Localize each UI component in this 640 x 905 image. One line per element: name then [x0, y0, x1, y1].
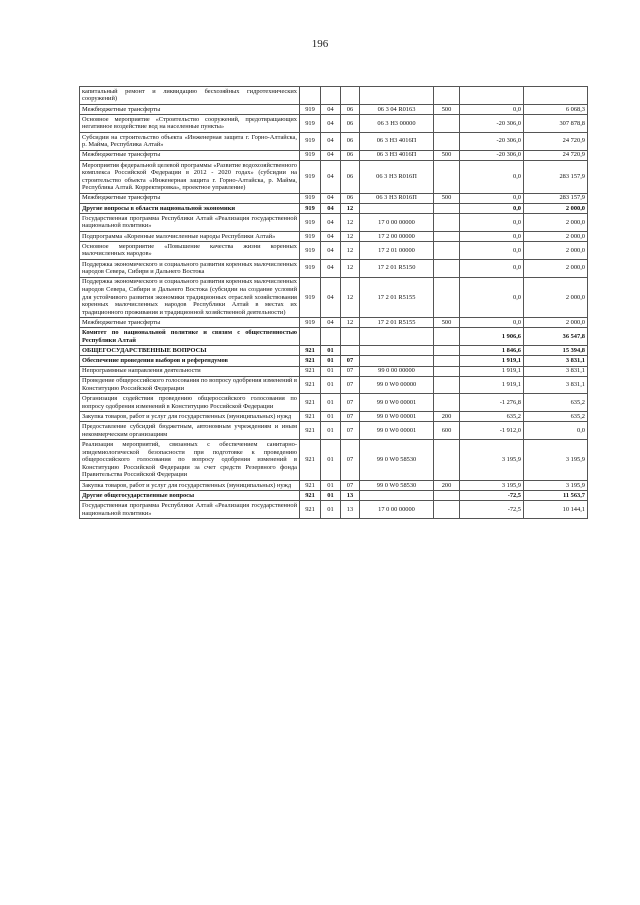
row-target-article-cell	[360, 346, 434, 356]
table-row	[80, 394, 588, 412]
row-expense-type-cell	[434, 328, 460, 346]
table-row	[80, 259, 588, 277]
row-amount-2-cell: 2 000,0	[524, 318, 588, 328]
row-section-cell: 04	[321, 318, 341, 328]
row-amount-2-cell: 11 563,7	[524, 490, 588, 500]
row-admin-code-cell: 919	[300, 203, 321, 213]
table-row	[80, 501, 588, 519]
row-name-cell: Мероприятия федеральной целевой программы «Развитие водохозяйственного комплекса Российской Федерации в 2012 - 2020 годах» (субсидии на строительство объекта «Инженерная защита г. Горно-Алтайска, р. Майма, Республика Алтай. Корректировка», проектное управление)	[80, 160, 300, 193]
row-name-cell: Организация содействия проведению общероссийского голосования по вопросу одобрения изменений в Конституцию Российской Федерации	[80, 394, 300, 412]
row-name-cell: Другие вопросы в области национальной экономики	[80, 203, 300, 213]
table-row	[80, 203, 588, 213]
row-target-article-cell: 99 0 W0 58530	[360, 440, 434, 481]
row-target-article-cell: 17 2 01 R5155	[360, 318, 434, 328]
row-amount-1-cell: 0,0	[460, 277, 524, 318]
row-expense-type-cell: 500	[434, 150, 460, 160]
row-target-article-cell: 17 2 00 00000	[360, 231, 434, 241]
row-expense-type-cell	[434, 203, 460, 213]
row-amount-1-cell	[460, 87, 524, 105]
row-section-cell: 01	[321, 422, 341, 440]
row-section-cell: 04	[321, 259, 341, 277]
row-target-article-cell: 06 3 Н3 4016П	[360, 132, 434, 150]
row-expense-type-cell	[434, 277, 460, 318]
row-amount-2-cell: 283 157,9	[524, 160, 588, 193]
row-section-cell: 04	[321, 104, 341, 114]
row-amount-2-cell: 0,0	[524, 422, 588, 440]
row-subsection-cell: 06	[341, 193, 360, 203]
row-target-article-cell: 17 0 00 00000	[360, 501, 434, 519]
row-amount-2-cell: 2 000,0	[524, 259, 588, 277]
row-admin-code-cell: 919	[300, 214, 321, 232]
row-amount-1-cell: 0,0	[460, 231, 524, 241]
row-name-cell: Межбюджетные трансферты	[80, 150, 300, 160]
row-name-cell: Обеспечение проведения выборов и референдумов	[80, 356, 300, 366]
table-row	[80, 412, 588, 422]
row-amount-1-cell: 0,0	[460, 203, 524, 213]
row-name-cell: Государственная программа Республики Алтай «Реализация государственной национальной политики»	[80, 214, 300, 232]
row-section-cell: 01	[321, 501, 341, 519]
row-admin-code-cell: 921	[300, 440, 321, 481]
row-amount-1-cell: 1 919,1	[460, 356, 524, 366]
row-target-article-cell: 99 0 W0 58530	[360, 480, 434, 490]
row-admin-code-cell: 919	[300, 160, 321, 193]
row-section-cell: 04	[321, 160, 341, 193]
row-amount-1-cell: 0,0	[460, 104, 524, 114]
table-row	[80, 422, 588, 440]
row-name-cell: Непрограммные направления деятельности	[80, 366, 300, 376]
row-subsection-cell: 12	[341, 259, 360, 277]
row-name-cell: Межбюджетные трансферты	[80, 104, 300, 114]
row-expense-type-cell: 500	[434, 104, 460, 114]
row-subsection-cell: 12	[341, 203, 360, 213]
row-amount-1-cell: 0,0	[460, 242, 524, 260]
row-admin-code-cell: 919	[300, 150, 321, 160]
row-section-cell	[321, 328, 341, 346]
row-amount-1-cell: 1 919,1	[460, 376, 524, 394]
row-subsection-cell: 12	[341, 231, 360, 241]
row-admin-code-cell: 921	[300, 422, 321, 440]
row-amount-1-cell: -72,5	[460, 501, 524, 519]
row-admin-code-cell	[300, 87, 321, 105]
row-amount-2-cell: 635,2	[524, 394, 588, 412]
table-row	[80, 277, 588, 318]
table-row	[80, 214, 588, 232]
row-subsection-cell: 07	[341, 376, 360, 394]
row-target-article-cell	[360, 203, 434, 213]
row-amount-2-cell: 15 394,8	[524, 346, 588, 356]
row-name-cell: Основное мероприятие «Строительство сооружений, предотвращающих негативное воздействие вод на населенные пункты»	[80, 114, 300, 132]
row-target-article-cell	[360, 356, 434, 366]
row-section-cell: 01	[321, 366, 341, 376]
row-expense-type-cell	[434, 490, 460, 500]
row-section-cell: 01	[321, 356, 341, 366]
row-admin-code-cell: 921	[300, 356, 321, 366]
table-row	[80, 366, 588, 376]
row-section-cell: 04	[321, 203, 341, 213]
row-admin-code-cell: 919	[300, 259, 321, 277]
row-amount-2-cell: 6 068,3	[524, 104, 588, 114]
row-amount-1-cell: 1 906,6	[460, 328, 524, 346]
row-subsection-cell: 06	[341, 104, 360, 114]
row-amount-1-cell: 635,2	[460, 412, 524, 422]
budget-table-body	[80, 87, 588, 519]
table-row	[80, 104, 588, 114]
table-row	[80, 440, 588, 481]
row-expense-type-cell	[434, 231, 460, 241]
row-admin-code-cell: 921	[300, 346, 321, 356]
row-expense-type-cell: 500	[434, 193, 460, 203]
row-expense-type-cell	[434, 132, 460, 150]
row-subsection-cell: 07	[341, 480, 360, 490]
row-admin-code-cell: 919	[300, 242, 321, 260]
row-subsection-cell: 12	[341, 214, 360, 232]
row-admin-code-cell: 921	[300, 366, 321, 376]
row-name-cell: Субсидии на строительство объекта «Инженерная защита г. Горно-Алтайска, р. Майма, Республика Алтай»	[80, 132, 300, 150]
row-amount-1-cell: -72,5	[460, 490, 524, 500]
table-row	[80, 160, 588, 193]
row-subsection-cell: 12	[341, 318, 360, 328]
row-expense-type-cell	[434, 214, 460, 232]
table-row	[80, 376, 588, 394]
row-admin-code-cell: 919	[300, 114, 321, 132]
row-subsection-cell: 07	[341, 412, 360, 422]
row-amount-2-cell: 10 144,1	[524, 501, 588, 519]
row-admin-code-cell: 919	[300, 318, 321, 328]
row-target-article-cell: 06 3 Н3 R016П	[360, 193, 434, 203]
row-expense-type-cell: 200	[434, 412, 460, 422]
row-name-cell: капитальный ремонт и ликвидацию бесхозяйных гидротехнических сооружений)	[80, 87, 300, 105]
row-amount-2-cell: 24 720,9	[524, 132, 588, 150]
row-section-cell: 01	[321, 376, 341, 394]
table-row	[80, 193, 588, 203]
row-expense-type-cell	[434, 87, 460, 105]
row-expense-type-cell: 200	[434, 480, 460, 490]
row-expense-type-cell	[434, 346, 460, 356]
row-target-article-cell: 17 0 00 00000	[360, 214, 434, 232]
row-subsection-cell: 07	[341, 366, 360, 376]
row-target-article-cell: 06 3 Н3 00000	[360, 114, 434, 132]
row-subsection-cell: 12	[341, 277, 360, 318]
row-amount-2-cell	[524, 87, 588, 105]
row-name-cell: Закупка товаров, работ и услуг для государственных (муниципальных) нужд	[80, 412, 300, 422]
row-amount-2-cell: 283 157,9	[524, 193, 588, 203]
row-amount-2-cell: 36 547,8	[524, 328, 588, 346]
row-amount-1-cell: -20 306,0	[460, 132, 524, 150]
row-target-article-cell: 17 2 01 R5150	[360, 259, 434, 277]
row-amount-2-cell: 307 878,8	[524, 114, 588, 132]
row-admin-code-cell: 921	[300, 412, 321, 422]
row-expense-type-cell	[434, 160, 460, 193]
row-subsection-cell: 06	[341, 160, 360, 193]
row-target-article-cell: 99 0 W0 00001	[360, 394, 434, 412]
row-amount-2-cell: 2 000,0	[524, 231, 588, 241]
row-subsection-cell: 07	[341, 356, 360, 366]
row-name-cell: Закупка товаров, работ и услуг для государственных (муниципальных) нужд	[80, 480, 300, 490]
row-section-cell: 01	[321, 394, 341, 412]
row-target-article-cell	[360, 87, 434, 105]
row-admin-code-cell: 921	[300, 376, 321, 394]
table-row	[80, 328, 588, 346]
row-target-article-cell: 99 0 W0 00000	[360, 376, 434, 394]
row-admin-code-cell: 921	[300, 490, 321, 500]
row-expense-type-cell: 600	[434, 422, 460, 440]
table-row	[80, 480, 588, 490]
table-row	[80, 231, 588, 241]
row-section-cell: 04	[321, 231, 341, 241]
row-amount-1-cell: 0,0	[460, 214, 524, 232]
row-section-cell: 01	[321, 412, 341, 422]
row-amount-1-cell: 0,0	[460, 160, 524, 193]
row-target-article-cell: 06 3 Н3 4016П	[360, 150, 434, 160]
row-subsection-cell: 13	[341, 501, 360, 519]
row-target-article-cell: 17 2 01 R5155	[360, 277, 434, 318]
row-amount-1-cell: 0,0	[460, 318, 524, 328]
row-target-article-cell: 17 2 01 00000	[360, 242, 434, 260]
row-target-article-cell: 06 3 04 R0163	[360, 104, 434, 114]
row-target-article-cell: 06 3 Н3 R016П	[360, 160, 434, 193]
row-section-cell: 04	[321, 114, 341, 132]
row-section-cell: 04	[321, 214, 341, 232]
row-amount-2-cell: 635,2	[524, 412, 588, 422]
table-row	[80, 242, 588, 260]
table-row	[80, 318, 588, 328]
row-name-cell: Поддержка экономического и социального развития коренных малочисленных народов Севера, Сибири и Дальнего Востока	[80, 259, 300, 277]
row-expense-type-cell	[434, 114, 460, 132]
row-name-cell: Поддержка экономического и социального развития коренных малочисленных народов Севера, Сибири и Дальнего Востока (субсидии на создание условий для устойчивого развития экономики традиционных отраслей хозяйствования коренных малочисленных народов Республики Алтай в местах их традиционного проживания и традиционной хозяйственной деятельности)	[80, 277, 300, 318]
row-amount-2-cell: 2 000,0	[524, 242, 588, 260]
row-admin-code-cell	[300, 328, 321, 346]
row-amount-1-cell: 1 846,6	[460, 346, 524, 356]
row-name-cell: Предоставление субсидий бюджетным, автономным учреждениям и иным некоммерческим организациям	[80, 422, 300, 440]
row-amount-2-cell: 3 195,9	[524, 440, 588, 481]
row-admin-code-cell: 921	[300, 501, 321, 519]
row-subsection-cell: 07	[341, 440, 360, 481]
budget-table	[79, 86, 588, 519]
row-subsection-cell: 07	[341, 422, 360, 440]
row-name-cell: ОБЩЕГОСУДАРСТВЕННЫЕ ВОПРОСЫ	[80, 346, 300, 356]
row-section-cell: 04	[321, 277, 341, 318]
row-subsection-cell: 06	[341, 150, 360, 160]
row-admin-code-cell: 919	[300, 193, 321, 203]
row-amount-1-cell: 3 195,9	[460, 480, 524, 490]
row-section-cell: 04	[321, 193, 341, 203]
row-name-cell: Подпрограмма «Коренные малочисленные народы Республики Алтай»	[80, 231, 300, 241]
row-section-cell: 04	[321, 242, 341, 260]
row-subsection-cell: 13	[341, 490, 360, 500]
row-amount-1-cell: -1 276,8	[460, 394, 524, 412]
row-amount-1-cell: 3 195,9	[460, 440, 524, 481]
row-admin-code-cell: 921	[300, 480, 321, 490]
row-target-article-cell: 99 0 00 00000	[360, 366, 434, 376]
row-expense-type-cell	[434, 259, 460, 277]
row-amount-1-cell: -1 912,0	[460, 422, 524, 440]
row-name-cell: Проведение общероссийского голосования по вопросу одобрения изменений в Конституцию Российской Федерации	[80, 376, 300, 394]
row-name-cell: Комитет по национальной политике и связям с общественностью Республики Алтай	[80, 328, 300, 346]
row-amount-2-cell: 2 000,0	[524, 277, 588, 318]
row-expense-type-cell	[434, 242, 460, 260]
row-admin-code-cell: 919	[300, 231, 321, 241]
row-expense-type-cell	[434, 501, 460, 519]
row-admin-code-cell: 919	[300, 277, 321, 318]
row-admin-code-cell: 921	[300, 394, 321, 412]
table-row	[80, 346, 588, 356]
row-amount-2-cell: 3 831,1	[524, 356, 588, 366]
row-amount-2-cell: 2 000,0	[524, 203, 588, 213]
row-subsection-cell: 12	[341, 242, 360, 260]
row-subsection-cell: 06	[341, 114, 360, 132]
row-name-cell: Межбюджетные трансферты	[80, 193, 300, 203]
table-row	[80, 132, 588, 150]
row-subsection-cell: 07	[341, 394, 360, 412]
row-expense-type-cell	[434, 394, 460, 412]
row-subsection-cell	[341, 87, 360, 105]
row-expense-type-cell	[434, 356, 460, 366]
row-amount-2-cell: 3 195,9	[524, 480, 588, 490]
row-target-article-cell	[360, 490, 434, 500]
row-amount-1-cell: -20 306,0	[460, 150, 524, 160]
table-row	[80, 490, 588, 500]
row-target-article-cell: 99 0 W0 00001	[360, 422, 434, 440]
row-amount-1-cell: 0,0	[460, 193, 524, 203]
row-name-cell: Реализация мероприятий, связанных с обеспечением санитарно-эпидемиологической безопасности при подготовке к проведению общероссийского голосования по вопросу одобрения изменений в Конституцию Российской Федерации за счет средств Резервного фонда Правительства Российской Федерации	[80, 440, 300, 481]
row-expense-type-cell	[434, 376, 460, 394]
row-section-cell: 04	[321, 150, 341, 160]
row-name-cell: Основное мероприятие «Повышение качества жизни коренных малочисленных народов»	[80, 242, 300, 260]
row-expense-type-cell	[434, 440, 460, 481]
row-expense-type-cell	[434, 366, 460, 376]
row-subsection-cell	[341, 328, 360, 346]
row-amount-1-cell: 0,0	[460, 259, 524, 277]
row-name-cell: Межбюджетные трансферты	[80, 318, 300, 328]
row-subsection-cell	[341, 346, 360, 356]
row-section-cell	[321, 87, 341, 105]
row-target-article-cell: 99 0 W0 00001	[360, 412, 434, 422]
table-row	[80, 150, 588, 160]
row-admin-code-cell: 919	[300, 132, 321, 150]
row-section-cell: 01	[321, 346, 341, 356]
row-target-article-cell	[360, 328, 434, 346]
row-name-cell: Государственная программа Республики Алтай «Реализация государственной национальной политики»	[80, 501, 300, 519]
row-amount-2-cell: 3 831,1	[524, 376, 588, 394]
row-amount-1-cell: 1 919,1	[460, 366, 524, 376]
row-amount-2-cell: 3 831,1	[524, 366, 588, 376]
row-amount-1-cell: -20 306,0	[460, 114, 524, 132]
table-row	[80, 87, 588, 105]
row-section-cell: 01	[321, 480, 341, 490]
table-row	[80, 114, 588, 132]
row-subsection-cell: 06	[341, 132, 360, 150]
row-amount-2-cell: 24 720,9	[524, 150, 588, 160]
row-amount-2-cell: 2 000,0	[524, 214, 588, 232]
row-name-cell: Другие общегосударственные вопросы	[80, 490, 300, 500]
row-section-cell: 01	[321, 440, 341, 481]
row-expense-type-cell: 500	[434, 318, 460, 328]
table-row	[80, 356, 588, 366]
row-section-cell: 04	[321, 132, 341, 150]
page-number: 196	[311, 38, 329, 50]
row-admin-code-cell: 919	[300, 104, 321, 114]
row-section-cell: 01	[321, 490, 341, 500]
